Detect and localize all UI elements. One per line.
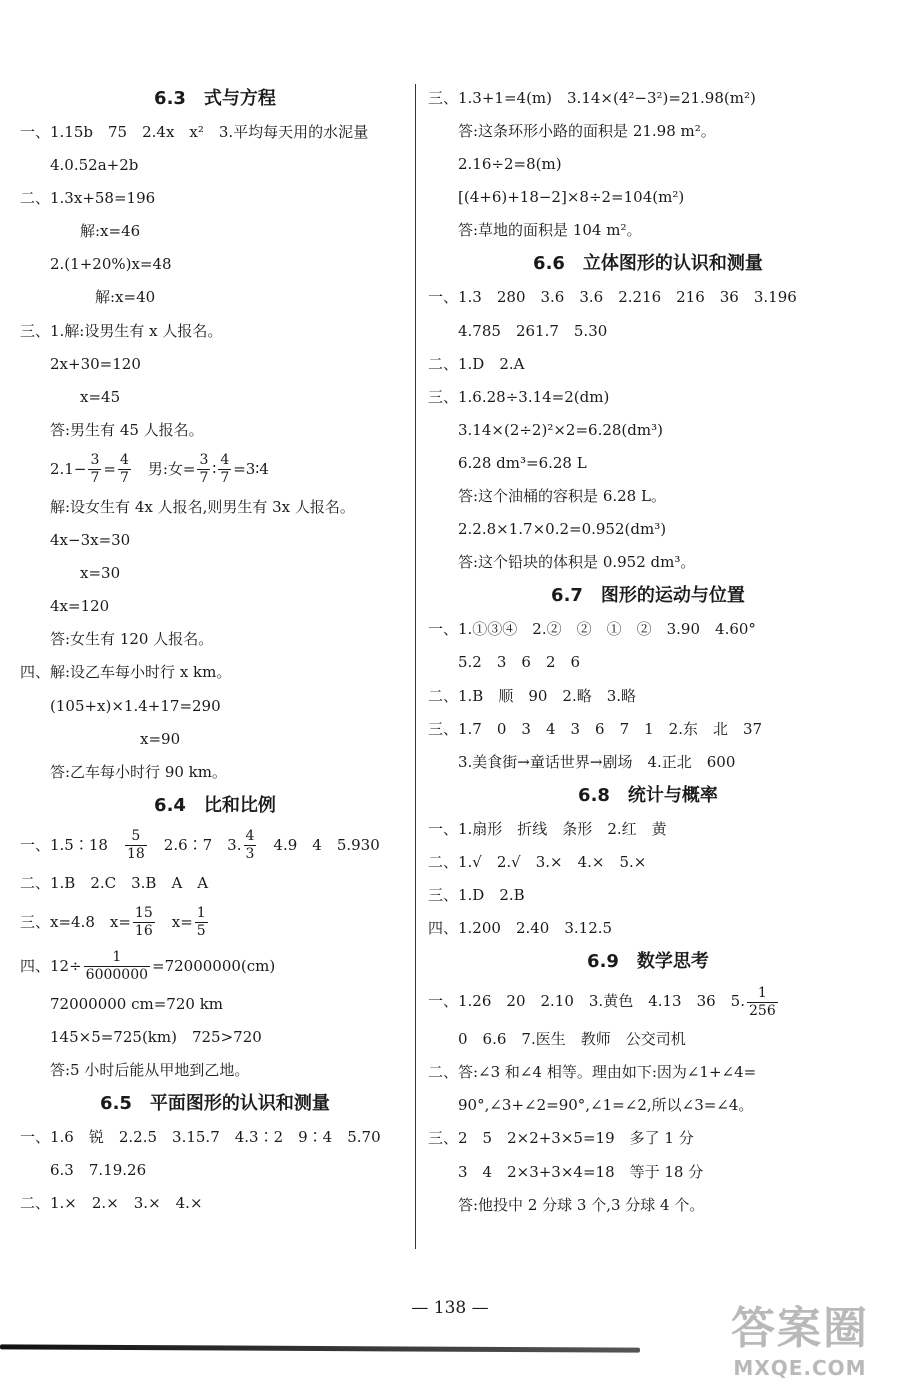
text: 4.9 4 5.930 — [258, 835, 380, 854]
text: x= — [156, 912, 193, 931]
section-title-6-4: 6.4 比和比例 — [154, 794, 276, 816]
answer-line: 2.(1+20%)x=48 — [20, 255, 172, 274]
denominator: 16 — [134, 923, 153, 940]
answer-line: 4.785 261.7 5.30 — [428, 321, 608, 340]
answer-line: 二、1.3x+58=196 — [20, 189, 156, 208]
watermark-text: 答案圈 — [731, 1303, 869, 1354]
section-title-6-8: 6.8 统计与概率 — [578, 784, 718, 806]
section-title-6-6: 6.6 立体图形的认识和测量 — [533, 253, 763, 275]
fraction — [747, 985, 778, 1020]
answer-line: 2x+30=120 — [20, 354, 141, 373]
column-divider — [415, 84, 416, 1249]
answer-line: 三、1.解:设男生有 x 人报名。 — [20, 321, 223, 340]
section-title-6-3: 6.3 式与方程 — [154, 88, 276, 109]
denominator: 6000000 — [85, 967, 149, 984]
answer-line: 4.0.52a+2b — [20, 156, 139, 175]
answer-line: 三、1.D 2.B — [428, 885, 525, 904]
answer-line: x=30 — [20, 564, 121, 583]
answer-line: 2.16÷2=8(m) — [428, 155, 562, 174]
answer-line: [(4+6)+18−2]×8÷2=104(m²) — [428, 188, 685, 207]
answer-line: 二、1.× 2.× 3.× 4.× — [20, 1194, 203, 1213]
answer-line: 答:他投中 2 分球 3 个,3 分球 4 个。 — [428, 1195, 705, 1214]
answer-line: 三、2 5 2×2+3×5=19 多了 1 分 — [428, 1129, 694, 1148]
answer-line: (105+x)×1.4+17=290 — [20, 696, 221, 715]
numerator: 5 — [125, 828, 147, 846]
denominator: 256 — [749, 1002, 776, 1019]
denominator: 7 — [119, 470, 129, 487]
fraction — [125, 828, 147, 863]
answer-line: 一、1.15b 75 2.4x x² 3.平均每天用的水泥量 — [20, 123, 369, 141]
denominator: 7 — [90, 470, 100, 487]
text: 2.6∶7 3. — [148, 835, 242, 854]
answer-line: 二、1.B 2.C 3.B A A — [20, 873, 209, 892]
answer-line: 5.2 3 6 2 6 — [428, 653, 581, 672]
answer-line: 三、1.3+1=4(m) 3.14×(4²−3²)=21.98(m²) — [428, 89, 756, 107]
answer-line: 二、1.B 顺 90 2.略 3.略 — [428, 686, 637, 705]
denominator: 7 — [220, 470, 230, 487]
answer-line: 答:女生有 120 人报名。 — [20, 630, 214, 649]
denominator: 18 — [126, 846, 145, 863]
numerator: 4 — [245, 828, 255, 845]
answer-line: 4x−3x=30 — [20, 531, 131, 550]
answer-line: 二、答:∠3 和∠4 相等。理由如下:因为∠1+∠4= — [428, 1063, 757, 1082]
answer-line: 解:设女生有 4x 人报名,则男生有 3x 人报名。 — [20, 497, 355, 516]
answer-line: 3.14×(2÷2)²×2=6.28(dm³) — [428, 420, 663, 439]
numerator: 1 — [196, 905, 206, 922]
fraction-answer-line — [20, 823, 410, 867]
answer-line: 一、1.①③④ 2.② ② ① ② 3.90 4.60° — [428, 620, 756, 639]
answer-line: 90°,∠3+∠2=90°,∠1=∠2,所以∠3=∠4。 — [428, 1096, 754, 1115]
fraction — [244, 828, 257, 863]
answer-line: x=90 — [20, 729, 181, 748]
fraction-answer-line — [20, 944, 410, 988]
answer-line: 三、1.7 0 3 4 3 6 7 1 2.东 北 37 — [428, 719, 763, 738]
numerator: 4 — [119, 452, 129, 469]
denominator: 7 — [199, 470, 209, 487]
text: 男:女= — [132, 459, 196, 478]
answer-line: 答:这个铅块的体积是 0.952 dm³。 — [428, 553, 696, 572]
watermark-logo — [710, 1302, 890, 1384]
answer-line: 3.美食街→童话世界→剧场 4.正北 600 — [428, 752, 736, 771]
answer-line: 4x=120 — [20, 597, 110, 616]
answer-line: 答:男生有 45 人报名。 — [20, 420, 204, 439]
watermark-url: MXQE.COM — [733, 1356, 867, 1380]
left-column — [20, 82, 410, 1220]
answer-line: 答:这条环形小路的面积是 21.98 m²。 — [428, 122, 716, 141]
fraction — [84, 949, 150, 984]
answer-line: 四、解:设乙车每小时行 x km。 — [20, 663, 232, 682]
fraction — [197, 452, 210, 487]
text: =72000000(cm) — [152, 956, 276, 975]
answer-line: 3 4 2×3+3×4=18 等于 18 分 — [428, 1162, 704, 1181]
answer-line: 答:5 小时后能从甲地到乙地。 — [20, 1061, 250, 1080]
numerator: 1 — [84, 949, 150, 967]
answer-line: 答:这个油桶的容积是 6.28 L。 — [428, 487, 666, 506]
denominator: 5 — [196, 923, 206, 940]
fraction — [133, 905, 155, 940]
answer-line: 二、1.√ 2.√ 3.× 4.× 5.× — [428, 852, 647, 871]
fraction — [118, 452, 131, 487]
section-title-6-5: 6.5 平面图形的认识和测量 — [100, 1093, 330, 1115]
fraction — [88, 452, 101, 487]
fraction-answer-line — [20, 900, 410, 944]
right-column — [428, 82, 868, 1222]
section-title-6-9: 6.9 数学思考 — [587, 951, 709, 973]
fraction — [218, 452, 231, 487]
numerator: 1 — [747, 985, 778, 1003]
answer-line: 答:草地的面积是 104 m²。 — [428, 221, 642, 240]
numerator: 4 — [220, 452, 230, 469]
fraction-answer-line — [20, 447, 410, 491]
numerator: 15 — [134, 905, 153, 922]
text: =3∶4 — [233, 459, 269, 478]
answer-line: 145×5=725(km) 725>720 — [20, 1027, 262, 1046]
answer-line: 2.2.8×1.7×0.2=0.952(dm³) — [428, 520, 667, 539]
answer-line: 二、1.D 2.A — [428, 354, 525, 373]
text: 三、x=4.8 x= — [20, 912, 131, 931]
answer-line: 一、1.3 280 3.6 3.6 2.216 216 36 3.196 — [428, 288, 797, 307]
fraction-answer-line — [428, 979, 868, 1023]
section-title-6-7: 6.7 图形的运动与位置 — [551, 585, 745, 607]
numerator: 3 — [90, 452, 100, 469]
answer-line: 三、1.6.28÷3.14=2(dm) — [428, 387, 610, 406]
text: = — [103, 459, 116, 478]
text: 一、1.5∶18 — [20, 835, 123, 854]
answer-line: 解:x=40 — [20, 288, 156, 307]
answer-line: 6.3 7.19.26 — [20, 1161, 147, 1180]
text: 2.1− — [20, 459, 87, 478]
answer-line: 一、1.6 锐 2.2.5 3.15.7 4.3∶2 9∶4 5.70 — [20, 1128, 381, 1147]
answer-line: 四、1.200 2.40 3.12.5 — [428, 919, 613, 938]
answer-line: 6.28 dm³=6.28 L — [428, 453, 587, 472]
text: 一、1.26 20 2.10 3.黄色 4.13 36 5. — [428, 992, 745, 1011]
denominator: 3 — [245, 846, 255, 863]
answer-line: 一、1.扇形 折线 条形 2.红 黄 — [428, 819, 667, 838]
answer-line: x=45 — [20, 387, 121, 406]
text: 四、12÷ — [20, 956, 82, 975]
scan-edge-shadow — [0, 1344, 640, 1352]
fraction — [195, 905, 208, 940]
numerator: 3 — [199, 452, 209, 469]
answer-line: 72000000 cm=720 km — [20, 994, 224, 1013]
page-number: — 138 — — [411, 1298, 489, 1318]
answer-line: 0 6.6 7.医生 教师 公交司机 — [428, 1030, 686, 1049]
text: ∶ — [212, 459, 217, 478]
answer-line: 解:x=46 — [20, 222, 141, 241]
answer-line: 答:乙车每小时行 90 km。 — [20, 762, 227, 781]
